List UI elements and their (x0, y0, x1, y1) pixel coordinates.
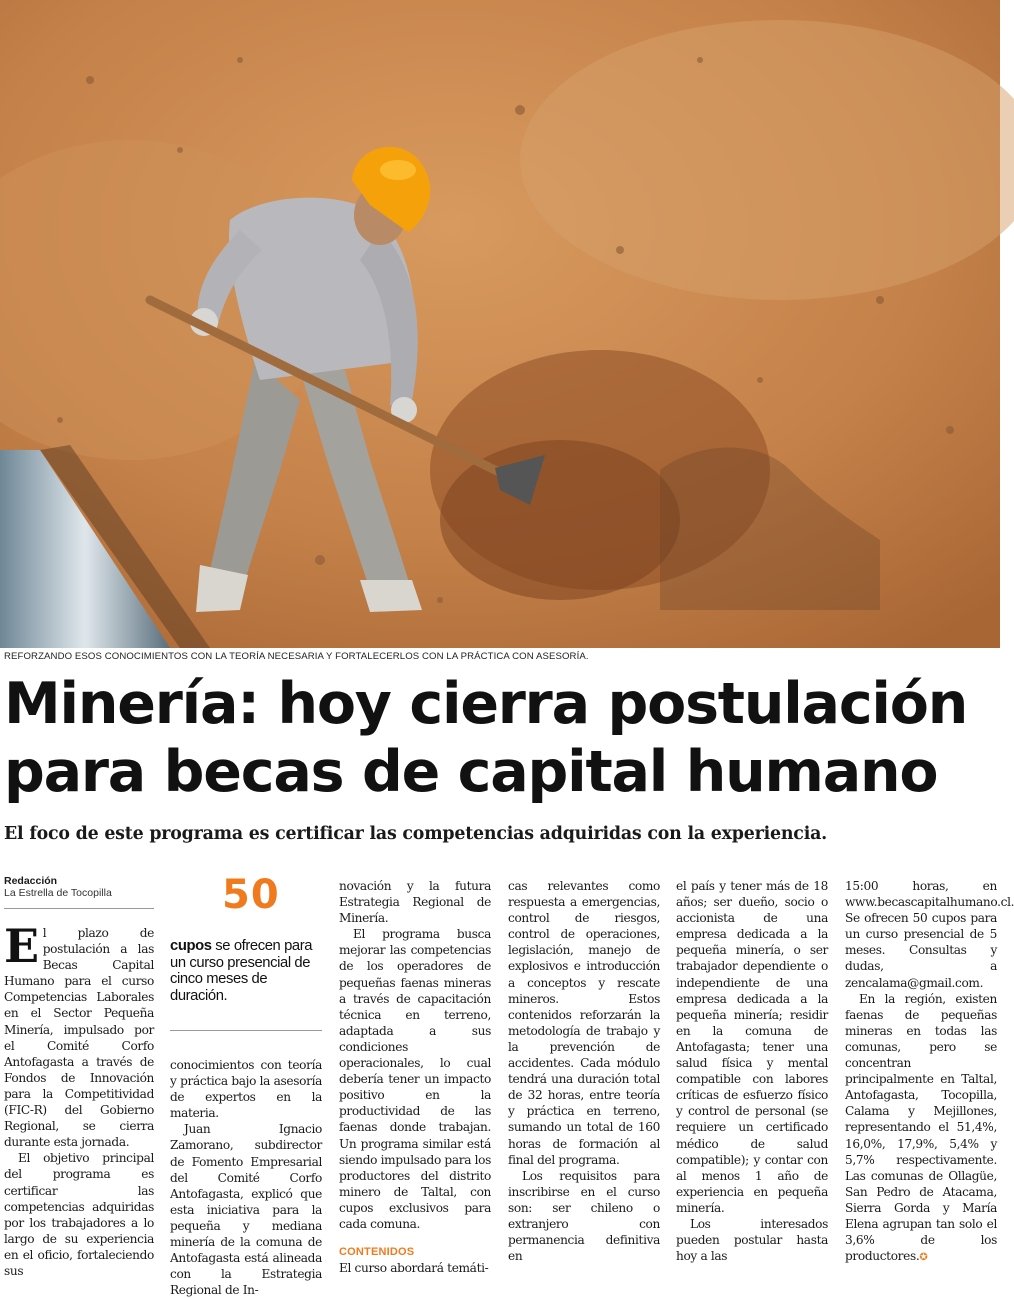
stat-rest: se ofrecen para un curso presencial de cinco meses de duración. (170, 938, 313, 1004)
lead-text: l plazo de postulación a las Becas Capital Humano para el curso Competencias Laborales en el Sector Pequeña Minería, impulsado por el Comité Corfo Antofagasta a través de Fondos de Innovación para la Competitividad (FIC-R) del Gobierno Regional, se cierra durante esta jornada. (4, 926, 154, 1150)
stat-divider (170, 1030, 322, 1031)
miner-digging-illustration (0, 0, 1000, 648)
article-column-2 (170, 1057, 322, 1298)
paragraph: novación y la futura Estrategia Regional de Minería. (339, 879, 491, 926)
paragraph: El objetivo principal del programa es certificar las competencias adquiridas por los trabajadores a lo largo de su experiencia en el oficio, fortaleciendo sus (4, 1151, 154, 1278)
stat-bold: cupos (170, 938, 212, 954)
article-column-6 (845, 878, 1014, 1266)
stat-callout (170, 872, 322, 1002)
paragraph: 15:00 horas, en www.becascapitalhumano.cl. Se ofrecen 50 cupos para un curso presencial de 5 meses. Consultas y dudas, a zencalama@gmail.com. (845, 879, 1014, 990)
paragraph: El programa busca mejorar las competencias de los operadores de pequeñas faenas mineras a través de capacitación técnica en terreno, adaptada a sus condiciones operacionales, lo cual debería tener un impacto positivo en la productividad de las faenas donde trabajan. Un programa similar está siendo impulsado para los productores del distrito minero de Taltal, con cupos exclusivos para cada comuna. (339, 927, 491, 1231)
stat-number: 50 (222, 872, 280, 918)
headline (4, 670, 994, 806)
article-column-5 (676, 878, 828, 1264)
paragraph: El curso abordará temáti- (339, 1261, 489, 1276)
headline-line-1: Minería: hoy cierra postulación (4, 671, 968, 737)
article-column-4 (508, 878, 660, 1264)
byline-outlet: La Estrella de Tocopilla (4, 887, 112, 899)
subheadline: El foco de este programa es certificar las competencias adquiridas con la experiencia. (4, 824, 828, 844)
drop-cap: E (4, 919, 39, 973)
byline-divider (4, 908, 154, 909)
headline-line-2: para becas de capital humano (4, 739, 938, 805)
article-column-3 (339, 878, 491, 1276)
paragraph: cas relevantes como respuesta a emergencias, control de riesgos, control de operaciones, legislación, manejo de explosivos e introducción a conceptos y rescate mineros. Estos contenidos reforzarán la metodología de trabajo y la prevención de accidentes. Cada módulo tendrá una duración total de 32 horas, entre teoría y práctica en terreno, sumando un total de 160 horas de formación al final del programa. (508, 879, 660, 1167)
paragraph: conocimientos con teoría y práctica bajo la asesoría de expertos en la materia. (170, 1058, 322, 1121)
paragraph: Los requisitos para inscribirse en el curso son: ser chileno o extranjero con permanencia definitiva en (508, 1168, 660, 1264)
paragraph: Los interesados pueden postular hasta hoy a las (676, 1216, 828, 1264)
end-mark-icon: ✪ (919, 1252, 928, 1264)
photo-caption: REFORZANDO ESOS CONOCIMIENTOS CON LA TEORÍA NECESARIA Y FORTALECERLOS CON LA PRÁCTICA CON ASESORÍA. (4, 651, 589, 662)
byline (4, 875, 154, 899)
closing-text: En la región, existen faenas de pequeñas mineras en todas las comunas, pero se concentran principalmente en Taltal, Antofagasta, Tocopilla, Calama y Mejillones, representando el 51,4%, 16,0%, 17,9%, 5,4% y 5,7% respectivamente. Las comunas de Ollagüe, San Pedro de Atacama, Sierra Gorda y María Elena agrupan tan solo el 3,6% de los productores. (845, 991, 997, 1264)
paragraph: Juan Ignacio Zamorano, subdirector de Fomento Empresarial del Comité Corfo Antofagasta, explicó que esta iniciativa para la pequeña y mediana minería de la comuna de Antofagasta está alineada con la Estrategia Regional de In- (170, 1122, 322, 1298)
stat-description (170, 938, 322, 1004)
byline-author: Redacción (4, 875, 58, 887)
paragraph (845, 991, 997, 1267)
section-heading: CONTENIDOS (339, 1246, 415, 1259)
paragraph: el país y tener más de 18 años; ser dueño, socio o accionista de una empresa dedicada a la pequeña minería, o ser trabajador dependiente o independiente de una empresa dedicada a la pequeña minería; residir en la comuna de Antofagasta; tener una salud física y mental compatible con labores críticas de esfuerzo físico y control de personal (se requiere un certificado médico de salud compatible); y contar con al menos 1 año de experiencia en pequeña minería. (676, 879, 828, 1215)
lead-paragraph (4, 919, 154, 1150)
article-photo (0, 0, 1000, 648)
article-column-1 (4, 919, 154, 1279)
